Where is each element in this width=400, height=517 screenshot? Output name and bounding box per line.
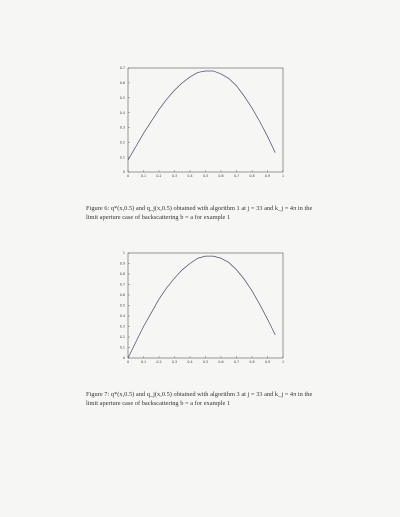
x-tick-label: 0.4	[187, 360, 193, 364]
plot-frame	[128, 68, 283, 172]
x-tick-label: 0.3	[171, 174, 178, 178]
plot-frame	[128, 253, 283, 358]
figure-6	[110, 58, 290, 182]
y-tick-label: 0.6	[119, 81, 125, 86]
y-tick-label: 0.2	[119, 335, 125, 340]
figure-7-caption-label: Figure 7:	[86, 391, 110, 398]
x-tick-label: 0.5	[202, 360, 209, 364]
figure-7-caption	[86, 391, 318, 408]
y-tick-label: 0.7	[119, 282, 125, 287]
y-tick-label: 0.4	[119, 314, 125, 319]
y-tick-label: 0.6	[119, 293, 125, 298]
y-tick-label: 1	[122, 251, 125, 256]
series-line	[128, 256, 275, 358]
y-tick-label: 0.1	[119, 155, 125, 160]
x-tick-label: 0.2	[156, 174, 162, 178]
x-tick-label: 0.1	[140, 174, 147, 178]
x-tick-label: 0.6	[218, 174, 224, 178]
y-tick-label: 0	[122, 356, 125, 361]
figure-6-caption-label: Figure 6:	[86, 205, 110, 212]
x-tick-label: 0	[126, 360, 130, 364]
x-tick-label: 1	[281, 360, 285, 364]
x-tick-label: 0.5	[202, 174, 209, 178]
y-tick-label: 0.4	[119, 110, 125, 115]
series-line	[128, 71, 275, 160]
x-tick-label: 0	[126, 174, 130, 178]
x-tick-label: 0.3	[171, 360, 178, 364]
y-tick-label: 0.8	[119, 272, 125, 277]
x-tick-label: 0.8	[249, 174, 255, 178]
x-tick-label: 0.7	[233, 360, 240, 364]
y-tick-label: 0.5	[119, 95, 125, 100]
x-tick-label: 0.6	[218, 360, 224, 364]
y-tick-label: 0.2	[119, 140, 125, 145]
x-tick-label: 0.9	[264, 174, 271, 178]
y-tick-label: 0.5	[119, 303, 125, 308]
x-tick-label: 0.2	[156, 360, 162, 364]
x-tick-label: 0.4	[187, 174, 193, 178]
y-tick-label: 0	[122, 170, 125, 175]
x-tick-label: 1	[281, 174, 285, 178]
x-tick-label: 0.1	[140, 360, 147, 364]
figure-6-caption	[86, 205, 318, 222]
x-tick-label: 0.7	[233, 174, 240, 178]
figure-7-chart	[110, 243, 290, 368]
x-tick-label: 0.9	[264, 360, 271, 364]
x-tick-label: 0.8	[249, 360, 255, 364]
figure-7-caption-text: q*(x,0.5) and q_j(x,0.5) obtained with algorithm 3 at j = 33 and k_j = 4π in the limit aperture case of backscattering b = a for example 1	[86, 391, 313, 407]
y-tick-label: 0.7	[119, 66, 125, 71]
y-tick-label: 0.3	[119, 125, 125, 130]
figure-7	[110, 243, 290, 368]
figure-6-chart	[110, 58, 290, 182]
y-tick-label: 0.9	[119, 261, 125, 266]
figure-6-caption-text: q*(x,0.5) and q_j(x,0.5) obtained with algorithm 1 at j = 33 and k_j = 4π in the limit aperture case of backscattering b = a for example 1	[86, 205, 313, 221]
y-tick-label: 0.3	[119, 324, 125, 329]
y-tick-label: 0.1	[119, 345, 125, 350]
